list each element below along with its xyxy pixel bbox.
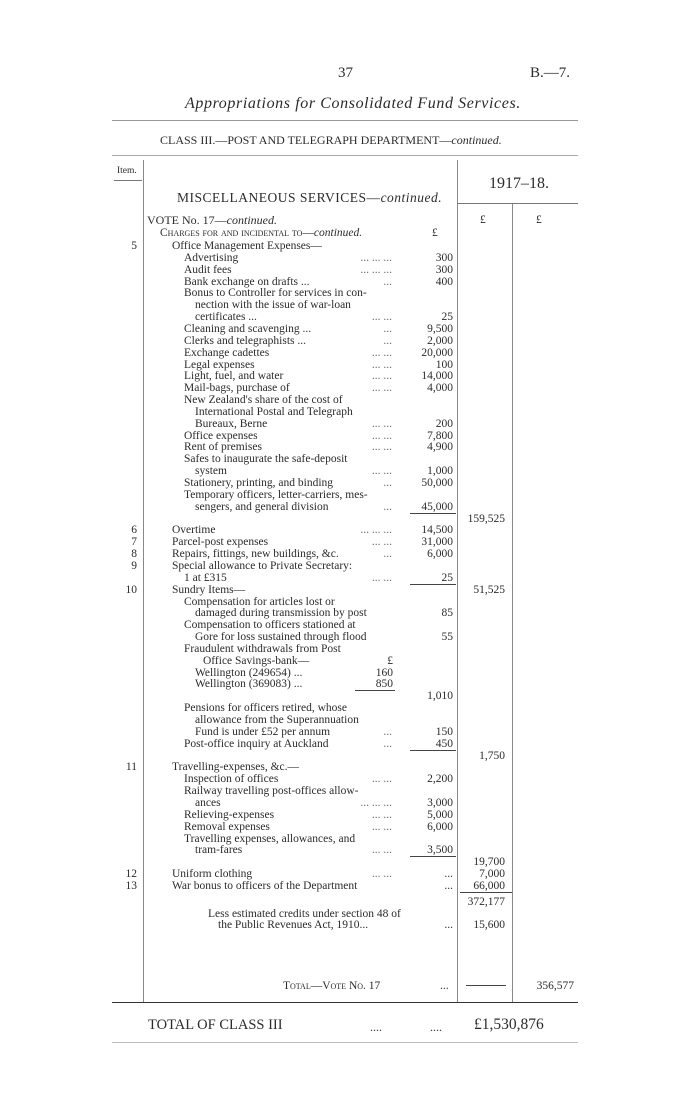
item-number: 6 (131, 524, 137, 536)
leader-dots: ... ... (371, 868, 392, 880)
running-title: Appropriations for Consolidated Fund Services. (185, 95, 521, 112)
item-number: 5 (131, 240, 137, 252)
line-description: Overtime (172, 524, 216, 536)
leader-dots: ... ... ... (360, 264, 392, 276)
leader-dots: ... ... (371, 821, 392, 833)
line-description: tram-fares (195, 844, 243, 856)
leader-dots: ... ... (371, 418, 392, 430)
class-total-dots-1: .... (370, 1020, 382, 1034)
line-description: Advertising (184, 252, 239, 264)
leader-dots: ... ... (371, 311, 392, 323)
total-vote-value: 356,577 (536, 980, 574, 992)
class-title-continued: continued. (451, 133, 502, 147)
leader-dots: ... (383, 477, 392, 489)
charges-heading (160, 227, 362, 239)
line-description: Light, fuel, and water (184, 370, 284, 382)
leader-dots: ... ... (371, 430, 392, 442)
amount-column-divider-mid (512, 204, 513, 1002)
line-description: ances (195, 797, 221, 809)
document-reference: B.—7. (530, 65, 571, 81)
subtotal: 1,750 (479, 750, 505, 762)
line-description: Special allowance to Private Secretary: (172, 560, 353, 572)
section-title-main: MISCELLANEOUS SERVICES— (177, 190, 381, 205)
amount: 150 (435, 726, 453, 738)
amount: ... (444, 868, 453, 880)
line-description: Audit fees (184, 264, 232, 276)
line-description: Wellington (249654) ... (195, 667, 303, 679)
line-description: Legal expenses (184, 359, 255, 371)
amount: 20,000 (421, 347, 453, 359)
line-description: the Public Revenues Act, 1910... (218, 919, 369, 931)
line-description: Inspection of offices (184, 773, 279, 785)
leader-dots: ... ... (371, 347, 392, 359)
amount: 9,500 (427, 323, 453, 335)
total-vote-dots: ... (440, 980, 449, 992)
class-total-value: £1,530,876 (474, 1016, 544, 1033)
pound-sign-col-a: £ (432, 227, 438, 239)
charges-heading-continued: continued. (313, 227, 363, 239)
amount: 25 (441, 572, 453, 584)
amount: 4,000 (427, 382, 453, 394)
line-description: International Postal and Telegraph (195, 406, 353, 418)
item-number: 13 (125, 880, 137, 892)
leader-dots: ... ... (371, 536, 392, 548)
amount: 50,000 (421, 477, 453, 489)
line-description: New Zealand's share of the cost of (184, 394, 343, 406)
line-description: 1 at £315 (184, 572, 227, 584)
item-number: 8 (131, 548, 137, 560)
line-description: Compensation to officers stationed at (184, 619, 356, 631)
amount: 55 (441, 631, 453, 643)
class-title (160, 133, 502, 148)
line-description: War bonus to officers of the Department (172, 880, 358, 892)
line-description: Gore for loss sustained through flood (195, 631, 367, 643)
sub-amount: 160 (375, 667, 393, 679)
header-rule (112, 120, 578, 121)
amount: 31,000 (421, 536, 453, 548)
item-number: 10 (125, 584, 137, 596)
column-rule (410, 750, 456, 751)
table-bottom-rule (112, 1002, 578, 1003)
line-description: Safes to inaugurate the safe-deposit (184, 453, 348, 465)
subtotal: 66,000 (473, 880, 505, 892)
leader-dots: ... ... (371, 809, 392, 821)
table-top-rule (112, 155, 578, 156)
leader-dots: ... ... (371, 572, 392, 584)
line-description: Parcel-post expenses (172, 536, 269, 548)
item-number: 11 (125, 761, 137, 773)
total-vote-label-text: Total—Vote No. 17 (283, 980, 381, 992)
pound-sign-col-c: £ (536, 214, 542, 226)
leader-dots: ... (383, 323, 392, 335)
amount: 3,500 (427, 844, 453, 856)
leader-dots: ... ... ... (360, 797, 392, 809)
sub-amount: £ (387, 655, 393, 667)
amount: 3,000 (427, 797, 453, 809)
leader-dots: ... ... (371, 465, 392, 477)
subtotal: 7,000 (479, 868, 505, 880)
amount: 45,000 (421, 501, 453, 513)
charges-heading-main: Charges for and incidental to— (160, 227, 314, 239)
subtotal: 159,525 (467, 513, 505, 525)
amount: 300 (435, 264, 453, 276)
item-number: 7 (131, 536, 137, 548)
leader-dots: ... ... (371, 382, 392, 394)
sub-column-rule (355, 690, 395, 691)
line-description: system (195, 465, 227, 477)
line-description: Bank exchange on drafts ... (184, 276, 310, 288)
line-description: certificates ... (195, 311, 257, 323)
item-column-label: Item. (117, 166, 137, 176)
total-vote-label (283, 980, 380, 992)
subtotal: 51,525 (473, 584, 505, 596)
amount: 2,200 (427, 773, 453, 785)
section-title (177, 190, 442, 206)
line-description: Less estimated credits under section 48 of (208, 908, 401, 920)
subtotal: 372,177 (467, 896, 505, 908)
item-label-rule (114, 180, 142, 181)
leader-dots: ... ... (371, 773, 392, 785)
line-description: Office Management Expenses— (172, 240, 322, 252)
leader-dots: ... (383, 276, 392, 288)
vote-heading-main: VOTE No. 17— (147, 213, 227, 227)
page-number: 37 (338, 65, 353, 81)
leader-dots: ... (383, 335, 392, 347)
amount: 1,000 (427, 465, 453, 477)
amount: 25 (441, 311, 453, 323)
item-number: 9 (131, 560, 137, 572)
column-rule (410, 856, 456, 857)
line-description: Fraudulent withdrawals from Post (184, 643, 341, 655)
amount: 6,000 (427, 548, 453, 560)
amount: 400 (435, 276, 453, 288)
leader-dots: ... ... ... (360, 524, 392, 536)
amount: 4,900 (427, 441, 453, 453)
line-description: allowance from the Superannuation (195, 714, 359, 726)
column-rule (410, 513, 456, 514)
line-description: Office Savings-bank— (203, 655, 310, 667)
leader-dots: ... (383, 738, 392, 750)
line-description: Pensions for officers retired, whose (184, 702, 347, 714)
amount: 200 (435, 418, 453, 430)
line-description: Repairs, fittings, new buildings, &c. (172, 548, 339, 560)
line-description: Fund is under £52 per annum (195, 726, 331, 738)
subtotal: 19,700 (473, 856, 505, 868)
amount: 14,500 (421, 524, 453, 536)
line-description: Uniform clothing (172, 868, 253, 880)
amount: 2,000 (427, 335, 453, 347)
line-description: Clerks and telegraphists ... (184, 335, 307, 347)
subtotal: 15,600 (473, 919, 505, 931)
section-title-continued: continued. (380, 190, 443, 205)
line-description: Relieving-expenses (184, 809, 275, 821)
pound-sign-col-b: £ (480, 214, 486, 226)
vote-heading-continued: continued. (226, 213, 277, 227)
leader-dots: ... (383, 501, 392, 513)
line-description: nection with the issue of war-loan (195, 299, 351, 311)
leader-dots: ... ... (371, 370, 392, 382)
leader-dots: ... (383, 726, 392, 738)
subtotal-rule (460, 892, 512, 893)
line-description: damaged during transmission by post (195, 607, 367, 619)
item-column-divider (143, 160, 144, 1002)
amount: 6,000 (427, 821, 453, 833)
leader-dots: ... ... (371, 359, 392, 371)
line-description: Post-office inquiry at Auckland (184, 738, 329, 750)
amount: 300 (435, 252, 453, 264)
amount: ... (444, 919, 453, 931)
amount: ... (444, 880, 453, 892)
leader-dots: ... ... (371, 844, 392, 856)
line-description: Office expenses (184, 430, 258, 442)
year-heading-rule (457, 203, 578, 204)
amount: 450 (435, 738, 453, 750)
line-description: Railway travelling post-offices allow- (184, 785, 359, 797)
amount: 7,800 (427, 430, 453, 442)
class-total-label: TOTAL OF CLASS III (148, 1017, 283, 1033)
amount: 14,000 (421, 370, 453, 382)
line-description: Compensation for articles lost or (184, 596, 335, 608)
class-total-dots-2: .... (430, 1020, 442, 1034)
vote-heading (147, 214, 277, 226)
line-description: sengers, and general division (195, 501, 329, 513)
leader-dots: ... ... ... (360, 252, 392, 264)
leader-dots: ... (383, 548, 392, 560)
year-heading: 1917–18. (489, 175, 549, 192)
line-description: Travelling expenses, allowances, and (184, 833, 356, 845)
line-description: Stationery, printing, and binding (184, 477, 334, 489)
line-description: Bureaux, Berne (195, 418, 268, 430)
total-vote-rule (466, 985, 506, 986)
footer-rule (112, 1042, 578, 1043)
line-description: Travelling-expenses, &c.— (172, 761, 300, 773)
line-description: Exchange cadettes (184, 347, 270, 359)
sub-amount: 850 (375, 678, 393, 690)
line-description: Bonus to Controller for services in con- (184, 287, 367, 299)
amount: 85 (441, 607, 453, 619)
class-title-main: CLASS III.—POST AND TELEGRAPH DEPARTMENT— (160, 133, 452, 147)
leader-dots: ... ... (371, 441, 392, 453)
line-description: Wellington (369083) ... (195, 678, 303, 690)
line-description: Mail-bags, purchase of (184, 382, 290, 394)
line-description: Rent of premises (184, 441, 262, 453)
column-rule (410, 584, 456, 585)
line-description: Cleaning and scavenging ... (184, 323, 312, 335)
amount: 5,000 (427, 809, 453, 821)
line-description: Sundry Items— (172, 584, 246, 596)
amount: 1,010 (427, 690, 453, 702)
item-number: 12 (125, 868, 137, 880)
amount: 100 (435, 359, 453, 371)
line-description: Temporary officers, letter-carriers, mes- (184, 489, 368, 501)
line-description: Removal expenses (184, 821, 270, 833)
